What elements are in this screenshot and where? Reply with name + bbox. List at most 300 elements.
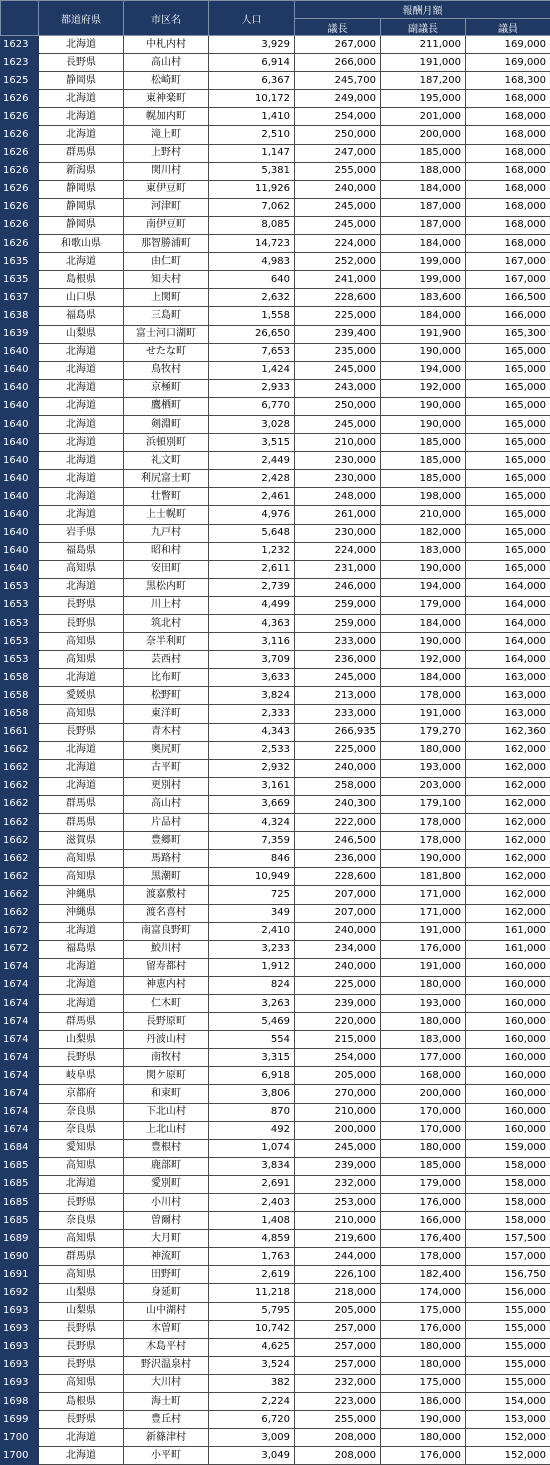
- rank-cell: 1674: [1, 1103, 39, 1121]
- city-cell: 南伊豆町: [124, 216, 209, 234]
- city-cell: 下北山村: [124, 1103, 209, 1121]
- population-cell: 4,983: [209, 253, 295, 271]
- rank-cell: 1640: [1, 434, 39, 452]
- member-reward-cell: 169,000: [466, 54, 550, 72]
- chair-reward-cell: 259,000: [295, 596, 381, 614]
- chair-reward-cell: 225,000: [295, 307, 381, 325]
- table-row: [1, 1194, 550, 1212]
- rank-cell: 1698: [1, 1393, 39, 1411]
- member-reward-cell: 165,000: [466, 343, 550, 361]
- prefecture-cell: 愛知県: [39, 1139, 124, 1157]
- population-cell: 2,632: [209, 289, 295, 307]
- city-cell: 奥尻町: [124, 741, 209, 759]
- population-cell: 3,161: [209, 777, 295, 795]
- city-cell: 豊郷町: [124, 832, 209, 850]
- table-row: [1, 832, 550, 850]
- population-cell: 2,533: [209, 741, 295, 759]
- prefecture-cell: 新潟県: [39, 162, 124, 180]
- table-row: [1, 868, 550, 886]
- table-row: [1, 850, 550, 868]
- rank-cell: 1672: [1, 940, 39, 958]
- vice-chair-reward-cell: 176,000: [381, 1447, 466, 1465]
- prefecture-cell: 岐阜県: [39, 1067, 124, 1085]
- member-reward-cell: 167,000: [466, 271, 550, 289]
- chair-reward-cell: 208,000: [295, 1429, 381, 1447]
- table-row: [1, 904, 550, 922]
- population-cell: 1,074: [209, 1139, 295, 1157]
- population-cell: 10,172: [209, 90, 295, 108]
- chair-reward-cell: 245,000: [295, 669, 381, 687]
- rank-cell: 1637: [1, 289, 39, 307]
- prefecture-cell: 高知県: [39, 1374, 124, 1392]
- vice-chair-reward-cell: 179,000: [381, 596, 466, 614]
- table-row: [1, 524, 550, 542]
- vice-chair-reward-cell: 170,000: [381, 1121, 466, 1139]
- population-cell: 640: [209, 271, 295, 289]
- vice-chair-reward-cell: 180,000: [381, 976, 466, 994]
- chair-reward-cell: 213,000: [295, 687, 381, 705]
- rank-cell: 1685: [1, 1157, 39, 1175]
- chair-reward-cell: 246,500: [295, 832, 381, 850]
- prefecture-cell: 長野県: [39, 1356, 124, 1374]
- member-reward-cell: 163,000: [466, 669, 550, 687]
- prefecture-cell: 高知県: [39, 1230, 124, 1248]
- member-reward-cell: 168,000: [466, 198, 550, 216]
- rank-cell: 1691: [1, 1266, 39, 1284]
- vice-chair-reward-cell: 180,000: [381, 1429, 466, 1447]
- prefecture-cell: 沖縄県: [39, 886, 124, 904]
- chair-reward-cell: 270,000: [295, 1085, 381, 1103]
- chair-reward-cell: 257,000: [295, 1356, 381, 1374]
- city-cell: 松野町: [124, 687, 209, 705]
- chair-reward-cell: 224,000: [295, 542, 381, 560]
- population-cell: 2,410: [209, 922, 295, 940]
- chair-reward-cell: 240,000: [295, 922, 381, 940]
- population-cell: 3,834: [209, 1157, 295, 1175]
- prefecture-cell: 北海道: [39, 452, 124, 470]
- rank-cell: 1662: [1, 868, 39, 886]
- prefecture-cell: 高知県: [39, 1266, 124, 1284]
- rank-cell: 1693: [1, 1374, 39, 1392]
- table-row: [1, 90, 550, 108]
- rank-cell: 1626: [1, 144, 39, 162]
- population-cell: 3,263: [209, 994, 295, 1012]
- table-row: [1, 216, 550, 234]
- rank-cell: 1658: [1, 687, 39, 705]
- vice-chair-reward-cell: 170,000: [381, 1103, 466, 1121]
- rank-cell: 1640: [1, 542, 39, 560]
- member-reward-cell: 165,000: [466, 415, 550, 433]
- chair-reward-cell: 230,000: [295, 452, 381, 470]
- member-reward-cell: 164,000: [466, 633, 550, 651]
- prefecture-cell: 北海道: [39, 506, 124, 524]
- rank-cell: 1662: [1, 795, 39, 813]
- rank-cell: 1662: [1, 886, 39, 904]
- chair-reward-cell: 220,000: [295, 1013, 381, 1031]
- population-cell: 3,233: [209, 940, 295, 958]
- rank-cell: 1626: [1, 162, 39, 180]
- city-cell: 三島町: [124, 307, 209, 325]
- population-cell: 3,824: [209, 687, 295, 705]
- table-row: [1, 976, 550, 994]
- city-header: 市区名: [124, 1, 209, 36]
- table-row: [1, 615, 550, 633]
- member-reward-cell: 162,000: [466, 741, 550, 759]
- rank-cell: 1661: [1, 723, 39, 741]
- prefecture-cell: 北海道: [39, 379, 124, 397]
- city-cell: 渡嘉敷村: [124, 886, 209, 904]
- table-row: [1, 705, 550, 723]
- table-row: [1, 1356, 550, 1374]
- vice-chair-reward-cell: 180,000: [381, 1139, 466, 1157]
- table-row: [1, 1338, 550, 1356]
- table-row: [1, 1284, 550, 1302]
- rank-cell: 1640: [1, 415, 39, 433]
- table-row: [1, 1447, 550, 1465]
- city-cell: 利尻富士町: [124, 470, 209, 488]
- population-cell: 3,009: [209, 1429, 295, 1447]
- member-reward-cell: 165,000: [466, 470, 550, 488]
- rank-cell: 1640: [1, 397, 39, 415]
- vice-chair-reward-cell: 185,000: [381, 1157, 466, 1175]
- city-cell: 剣淵町: [124, 415, 209, 433]
- chair-reward-cell: 233,000: [295, 705, 381, 723]
- population-cell: 6,914: [209, 54, 295, 72]
- member-reward-cell: 152,000: [466, 1447, 550, 1465]
- member-reward-cell: 165,000: [466, 379, 550, 397]
- population-cell: 8,085: [209, 216, 295, 234]
- vice-chair-reward-cell: 187,000: [381, 198, 466, 216]
- prefecture-cell: 北海道: [39, 922, 124, 940]
- member-reward-cell: 159,000: [466, 1139, 550, 1157]
- table-row: [1, 470, 550, 488]
- table-row: [1, 452, 550, 470]
- prefecture-cell: 山梨県: [39, 1031, 124, 1049]
- chair-reward-cell: 232,000: [295, 1175, 381, 1193]
- rank-cell: 1662: [1, 741, 39, 759]
- prefecture-cell: 島根県: [39, 271, 124, 289]
- prefecture-cell: 高知県: [39, 850, 124, 868]
- city-cell: 小川村: [124, 1194, 209, 1212]
- city-cell: 山中湖村: [124, 1302, 209, 1320]
- rank-cell: 1662: [1, 777, 39, 795]
- vice-chair-reward-cell: 184,000: [381, 180, 466, 198]
- chair-reward-cell: 240,000: [295, 759, 381, 777]
- population-cell: 2,333: [209, 705, 295, 723]
- rank-cell: 1674: [1, 958, 39, 976]
- table-row: [1, 72, 550, 90]
- prefecture-cell: 北海道: [39, 669, 124, 687]
- population-cell: 3,515: [209, 434, 295, 452]
- prefecture-cell: 北海道: [39, 415, 124, 433]
- rank-cell: 1658: [1, 669, 39, 687]
- city-cell: 黒松内町: [124, 578, 209, 596]
- population-cell: 3,669: [209, 795, 295, 813]
- table-row: [1, 343, 550, 361]
- rank-cell: 1693: [1, 1338, 39, 1356]
- chair-reward-cell: 246,000: [295, 578, 381, 596]
- member-reward-cell: 168,000: [466, 90, 550, 108]
- population-cell: 492: [209, 1121, 295, 1139]
- member-reward-cell: 158,000: [466, 1157, 550, 1175]
- city-cell: 上野村: [124, 144, 209, 162]
- prefecture-cell: 長野県: [39, 1411, 124, 1429]
- prefecture-cell: 山口県: [39, 289, 124, 307]
- vice-chair-reward-cell: 185,000: [381, 144, 466, 162]
- vice-chair-reward-cell: 192,000: [381, 379, 466, 397]
- vice-chair-reward-cell: 194,000: [381, 361, 466, 379]
- rank-cell: 1674: [1, 976, 39, 994]
- chair-reward-cell: 266,000: [295, 54, 381, 72]
- chair-reward-cell: 250,000: [295, 397, 381, 415]
- population-cell: 5,648: [209, 524, 295, 542]
- prefecture-cell: 高知県: [39, 705, 124, 723]
- member-reward-cell: 165,300: [466, 325, 550, 343]
- prefecture-cell: 長野県: [39, 723, 124, 741]
- population-cell: 3,028: [209, 415, 295, 433]
- chair-reward-cell: 200,000: [295, 1121, 381, 1139]
- city-cell: 身延町: [124, 1284, 209, 1302]
- prefecture-cell: 北海道: [39, 976, 124, 994]
- city-cell: 南富良野町: [124, 922, 209, 940]
- rank-cell: 1674: [1, 994, 39, 1012]
- rank-cell: 1640: [1, 361, 39, 379]
- rank-cell: 1672: [1, 922, 39, 940]
- chair-reward-cell: 241,000: [295, 271, 381, 289]
- member-reward-cell: 164,000: [466, 578, 550, 596]
- city-cell: 浜頓別町: [124, 434, 209, 452]
- city-cell: 大月町: [124, 1230, 209, 1248]
- chair-header: 議長: [295, 19, 381, 36]
- population-cell: 7,359: [209, 832, 295, 850]
- city-cell: 筑北村: [124, 615, 209, 633]
- table-row: [1, 560, 550, 578]
- member-reward-cell: 158,000: [466, 1194, 550, 1212]
- chair-reward-cell: 210,000: [295, 1212, 381, 1230]
- member-reward-cell: 162,000: [466, 850, 550, 868]
- member-reward-cell: 165,000: [466, 560, 550, 578]
- table-row: [1, 1157, 550, 1175]
- vice-chair-reward-cell: 195,000: [381, 90, 466, 108]
- prefecture-cell: 北海道: [39, 1447, 124, 1465]
- city-cell: 比布町: [124, 669, 209, 687]
- population-cell: 10,742: [209, 1320, 295, 1338]
- rank-cell: 1699: [1, 1411, 39, 1429]
- city-cell: 奈半利町: [124, 633, 209, 651]
- member-reward-cell: 165,000: [466, 434, 550, 452]
- vice-chair-reward-cell: 190,000: [381, 343, 466, 361]
- prefecture-cell: 静岡県: [39, 72, 124, 90]
- rank-cell: 1635: [1, 253, 39, 271]
- city-cell: 留寿都村: [124, 958, 209, 976]
- vice-chair-reward-cell: 181,800: [381, 868, 466, 886]
- prefecture-cell: 北海道: [39, 470, 124, 488]
- city-cell: 更別村: [124, 777, 209, 795]
- member-reward-cell: 162,000: [466, 904, 550, 922]
- chair-reward-cell: 266,935: [295, 723, 381, 741]
- prefecture-cell: 北海道: [39, 488, 124, 506]
- chair-reward-cell: 247,000: [295, 144, 381, 162]
- population-cell: 2,461: [209, 488, 295, 506]
- chair-reward-cell: 239,000: [295, 1157, 381, 1175]
- city-cell: 愛別町: [124, 1175, 209, 1193]
- population-cell: 2,932: [209, 759, 295, 777]
- member-reward-cell: 165,000: [466, 452, 550, 470]
- chair-reward-cell: 255,000: [295, 162, 381, 180]
- table-row: [1, 1067, 550, 1085]
- rank-cell: 1626: [1, 180, 39, 198]
- vice-chair-reward-cell: 185,000: [381, 452, 466, 470]
- member-reward-cell: 160,000: [466, 1031, 550, 1049]
- prefecture-cell: 高知県: [39, 1157, 124, 1175]
- city-cell: 長野原町: [124, 1013, 209, 1031]
- chair-reward-cell: 234,000: [295, 940, 381, 958]
- rank-cell: 1626: [1, 126, 39, 144]
- chair-reward-cell: 235,000: [295, 343, 381, 361]
- member-header: 議員: [466, 19, 550, 36]
- population-cell: 5,795: [209, 1302, 295, 1320]
- population-cell: 2,933: [209, 379, 295, 397]
- rank-cell: 1684: [1, 1139, 39, 1157]
- vice-chair-reward-cell: 171,000: [381, 886, 466, 904]
- prefecture-cell: 島根県: [39, 1393, 124, 1411]
- member-reward-cell: 160,000: [466, 1121, 550, 1139]
- rank-cell: 1653: [1, 578, 39, 596]
- prefecture-cell: 和歌山県: [39, 235, 124, 253]
- population-header: 人口: [209, 1, 295, 36]
- population-cell: 1,763: [209, 1248, 295, 1266]
- prefecture-cell: 長野県: [39, 1194, 124, 1212]
- prefecture-cell: 長野県: [39, 1049, 124, 1067]
- member-reward-cell: 155,000: [466, 1374, 550, 1392]
- vice-chair-reward-cell: 168,000: [381, 1067, 466, 1085]
- vice-chair-reward-cell: 199,000: [381, 253, 466, 271]
- city-cell: 芸西村: [124, 651, 209, 669]
- population-cell: 3,806: [209, 1085, 295, 1103]
- chair-reward-cell: 208,000: [295, 1447, 381, 1465]
- vice-chair-reward-cell: 191,900: [381, 325, 466, 343]
- member-reward-cell: 168,000: [466, 126, 550, 144]
- chair-reward-cell: 254,000: [295, 1049, 381, 1067]
- prefecture-cell: 愛媛県: [39, 687, 124, 705]
- member-reward-cell: 154,000: [466, 1393, 550, 1411]
- population-cell: 2,449: [209, 452, 295, 470]
- member-reward-cell: 168,000: [466, 235, 550, 253]
- city-cell: 東神楽町: [124, 90, 209, 108]
- table-row: [1, 1049, 550, 1067]
- vice-chair-reward-cell: 166,000: [381, 1212, 466, 1230]
- vice-chair-reward-cell: 182,000: [381, 524, 466, 542]
- table-row: [1, 1212, 550, 1230]
- city-cell: 小平町: [124, 1447, 209, 1465]
- rank-cell: 1662: [1, 850, 39, 868]
- population-cell: 11,926: [209, 180, 295, 198]
- vice-chair-reward-cell: 191,000: [381, 705, 466, 723]
- vice-chair-reward-cell: 174,000: [381, 1284, 466, 1302]
- chair-reward-cell: 239,400: [295, 325, 381, 343]
- vice-chair-reward-cell: 200,000: [381, 1085, 466, 1103]
- table-row: [1, 596, 550, 614]
- rank-cell: 1625: [1, 72, 39, 90]
- prefecture-cell: 岩手県: [39, 524, 124, 542]
- vice-chair-header: 副議長: [381, 19, 466, 36]
- vice-chair-reward-cell: 210,000: [381, 506, 466, 524]
- prefecture-cell: 福島県: [39, 940, 124, 958]
- chair-reward-cell: 245,000: [295, 216, 381, 234]
- population-cell: 6,770: [209, 397, 295, 415]
- table-row: [1, 777, 550, 795]
- rank-cell: 1640: [1, 452, 39, 470]
- vice-chair-reward-cell: 184,000: [381, 615, 466, 633]
- chair-reward-cell: 224,000: [295, 235, 381, 253]
- population-cell: 554: [209, 1031, 295, 1049]
- member-reward-cell: 155,000: [466, 1320, 550, 1338]
- chair-reward-cell: 255,000: [295, 1411, 381, 1429]
- vice-chair-reward-cell: 185,000: [381, 470, 466, 488]
- city-cell: 礼文町: [124, 452, 209, 470]
- member-reward-cell: 160,000: [466, 1067, 550, 1085]
- table-row: [1, 759, 550, 777]
- member-reward-cell: 153,000: [466, 1411, 550, 1429]
- vice-chair-reward-cell: 187,000: [381, 216, 466, 234]
- prefecture-cell: 静岡県: [39, 180, 124, 198]
- member-reward-cell: 168,000: [466, 162, 550, 180]
- prefecture-cell: 長野県: [39, 596, 124, 614]
- city-cell: 中札内村: [124, 36, 209, 54]
- prefecture-cell: 北海道: [39, 397, 124, 415]
- prefecture-cell: 静岡県: [39, 198, 124, 216]
- chair-reward-cell: 225,000: [295, 976, 381, 994]
- rank-cell: 1640: [1, 470, 39, 488]
- population-cell: 1,147: [209, 144, 295, 162]
- table-row: [1, 36, 550, 54]
- table-row: [1, 687, 550, 705]
- chair-reward-cell: 240,300: [295, 795, 381, 813]
- vice-chair-reward-cell: 178,000: [381, 832, 466, 850]
- member-reward-cell: 162,000: [466, 814, 550, 832]
- chair-reward-cell: 259,000: [295, 615, 381, 633]
- chair-reward-cell: 207,000: [295, 904, 381, 922]
- rank-cell: 1700: [1, 1429, 39, 1447]
- member-reward-cell: 162,000: [466, 886, 550, 904]
- chair-reward-cell: 257,000: [295, 1338, 381, 1356]
- table-row: [1, 434, 550, 452]
- rank-header: [1, 1, 39, 36]
- member-reward-cell: 155,000: [466, 1356, 550, 1374]
- table-row: [1, 325, 550, 343]
- city-cell: 河津町: [124, 198, 209, 216]
- chair-reward-cell: 245,000: [295, 361, 381, 379]
- vice-chair-reward-cell: 200,000: [381, 126, 466, 144]
- city-cell: 和束町: [124, 1085, 209, 1103]
- population-cell: 3,116: [209, 633, 295, 651]
- table-row: [1, 958, 550, 976]
- population-cell: 4,859: [209, 1230, 295, 1248]
- city-cell: 仁木町: [124, 994, 209, 1012]
- chair-reward-cell: 253,000: [295, 1194, 381, 1212]
- rank-cell: 1693: [1, 1356, 39, 1374]
- prefecture-cell: 群馬県: [39, 814, 124, 832]
- prefecture-cell: 群馬県: [39, 1013, 124, 1031]
- table-row: [1, 940, 550, 958]
- member-reward-cell: 167,000: [466, 253, 550, 271]
- vice-chair-reward-cell: 185,000: [381, 434, 466, 452]
- member-reward-cell: 156,000: [466, 1284, 550, 1302]
- vice-chair-reward-cell: 177,000: [381, 1049, 466, 1067]
- prefecture-cell: 奈良県: [39, 1121, 124, 1139]
- prefecture-cell: 北海道: [39, 994, 124, 1012]
- city-cell: 鹿部町: [124, 1157, 209, 1175]
